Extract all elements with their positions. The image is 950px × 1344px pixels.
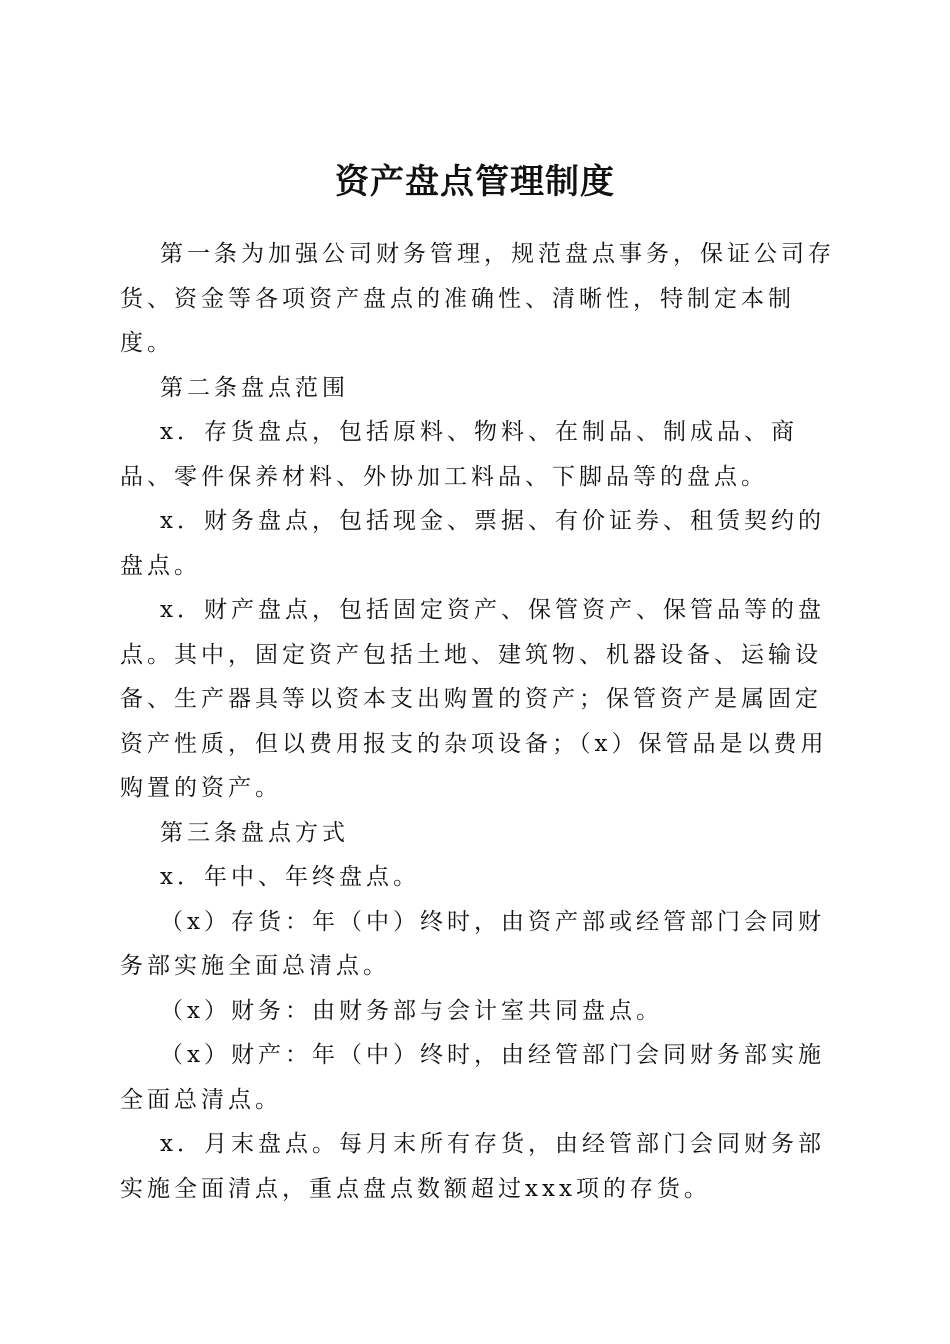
financial-annual-paragraph: （x）财务：由财务部与会计室共同盘点。 <box>160 997 663 1024</box>
monthly-count-paragraph: x．月末盘点。每月末所有存货，由经管部门会同财务部实施全面清点，重点盘点数额超过xxx项的存货。 <box>120 1131 825 1202</box>
financial-count-paragraph: x．财务盘点，包括现金、票据、有价证券、租赁契约的盘点。 <box>120 508 825 579</box>
inventory-annual-paragraph: （x）存货：年（中）终时，由资产部或经管部门会同财务部实施全面总清点。 <box>120 908 825 979</box>
annual-count-paragraph: x．年中、年终盘点。 <box>160 864 420 890</box>
document-body <box>120 232 840 1211</box>
property-count-paragraph: x．财产盘点，包括固定资产、保管资产、保管品等的盘点。其中，固定资产包括土地、建筑物、机器设备、运输设备、生产器具等以资本支出购置的资产；保管资产是属固定资产性质，但以费用报支的杂项设备；（x）保管品是以费用购置的资产。 <box>120 597 828 801</box>
inventory-count-paragraph: x．存货盘点，包括原料、物料、在制品、制成品、商品、零件保养材料、外协加工料品、下脚品等的盘点。 <box>120 419 798 490</box>
article-1-paragraph: 第一条为加强公司财务管理，规范盘点事务，保证公司存货、资金等各项资产盘点的准确性、清晰性，特制定本制度。 <box>120 241 835 356</box>
property-annual-paragraph: （x）财产：年（中）终时，由经管部门会同财务部实施全面总清点。 <box>120 1042 825 1113</box>
document-title: 资产盘点管理制度 <box>335 161 615 202</box>
article-3-heading: 第三条盘点方式 <box>160 819 349 846</box>
article-2-heading: 第二条盘点范围 <box>160 374 349 401</box>
